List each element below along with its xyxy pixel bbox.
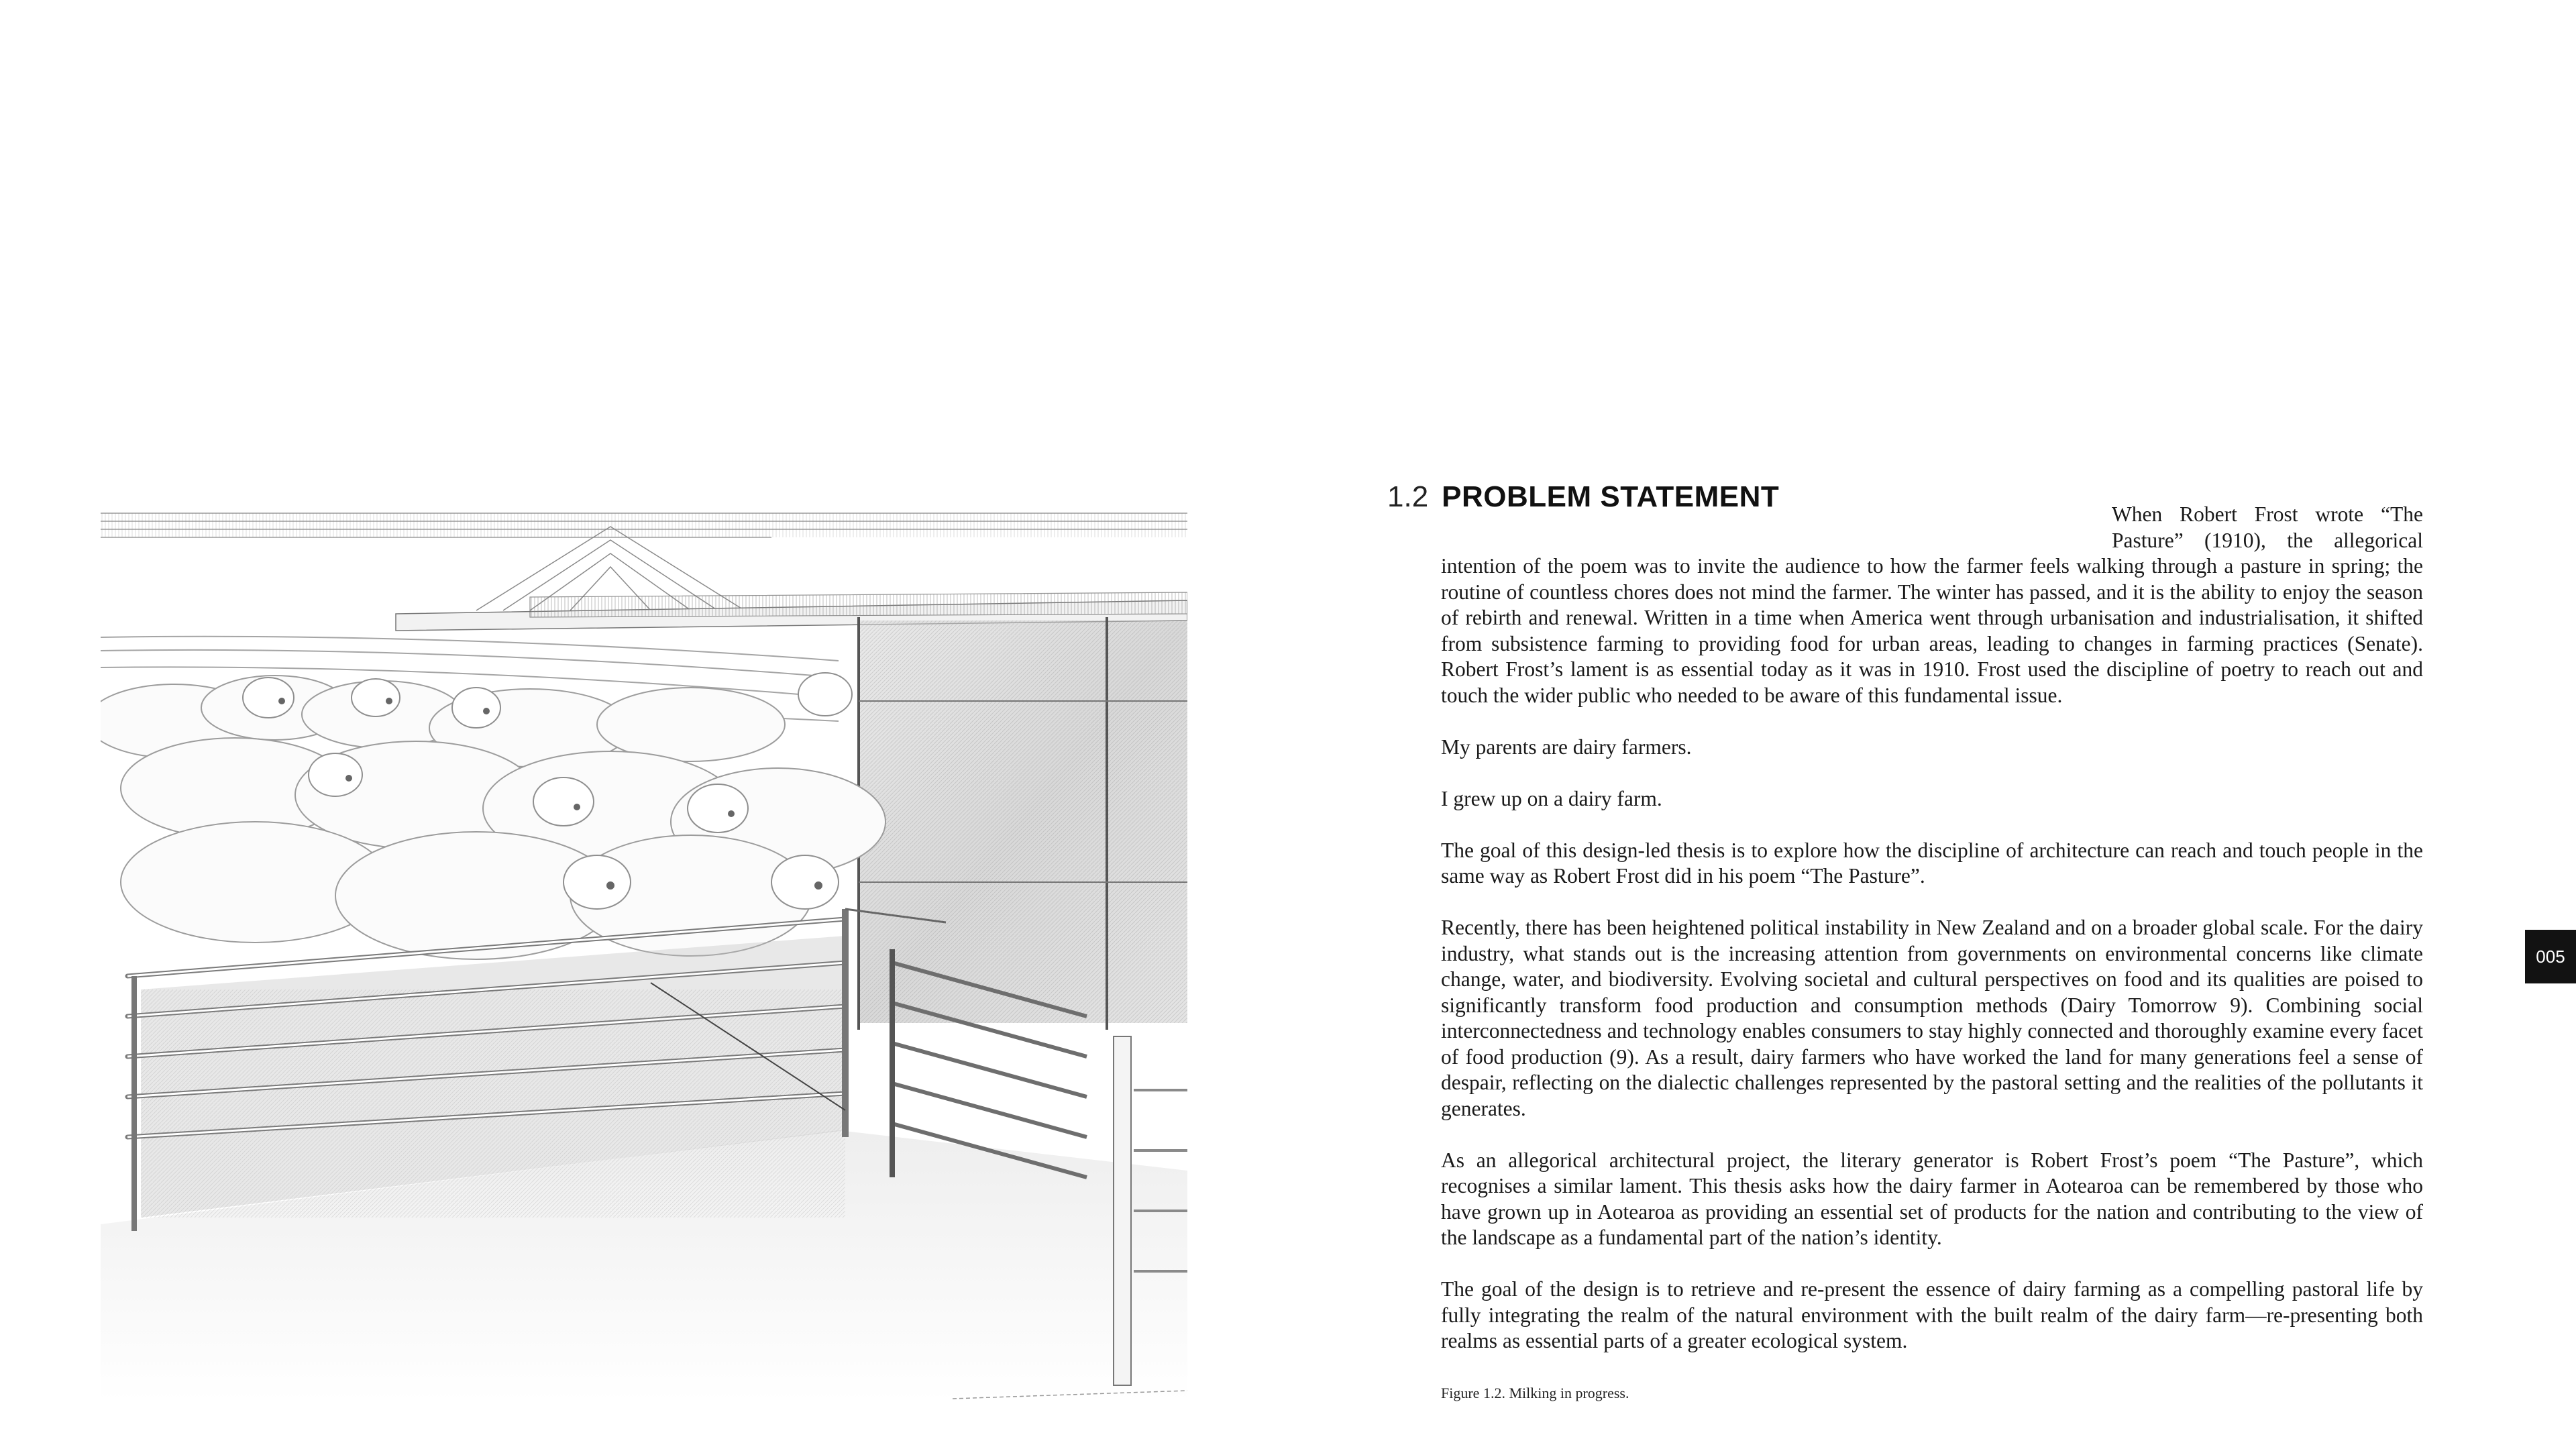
section-number: 1.2	[1387, 480, 1429, 513]
figure-milking-render	[101, 506, 1187, 1402]
paragraph-4: The goal of this design-led thesis is to explore how the discipline of architecture can reach and touch people in the same way as Robert Frost did in his poem “The Pasture”.	[1441, 838, 2423, 888]
page-number-tab: 005	[2525, 930, 2576, 983]
body-text	[1441, 502, 2423, 1380]
paragraph-1: When Robert Frost wrote “The Pasture” (1910), the allegorical intention of the poem was to invite the audience to how the farmer feels walking through a pasture in spring; the routine of countless chores does not mind the farmer. The winter has passed, and it is the ability to enjoy the season of rebirth and renewal. Written in a time when America went through urbanisation and industrialisation, it shifted from subsistence farming to providing food for urban areas, leading to changes in farming practices (Senate). Robert Frost’s lament is as essential today as it was in 1910. Frost used the discipline of poetry to reach out and touch the wider public who needed to be aware of this fundamental issue.	[1441, 502, 2423, 707]
paragraph-3: I grew up on a dairy farm.	[1441, 786, 1662, 810]
paragraph-7: The goal of the design is to retrieve and re-present the essence of dairy farming as a compelling pastoral life by fully integrating the realm of the natural environment with the built realm of the dairy farm—re-presenting both realms as essential parts of a greater ecological system.	[1441, 1277, 2423, 1352]
section-title: PROBLEM STATEMENT	[1442, 480, 1780, 513]
heading-float-spacer	[1441, 502, 2112, 551]
milking-shed-illustration	[101, 506, 1187, 1402]
paragraph-6: As an allegorical architectural project, the literary generator is Robert Frost’s poem “The Pasture”, which recognises a similar lament. This thesis asks how the dairy farmer in Aotearoa can be remembered by those who have grown up in Aotearoa as providing an essential set of products for the nation and contributing to the view of the landscape as a fundamental part of the nation’s identity.	[1441, 1148, 2423, 1249]
paragraph-2: My parents are dairy farmers.	[1441, 735, 1692, 759]
figure-caption: Figure 1.2. Milking in progress.	[1441, 1385, 1629, 1401]
paragraph-5: Recently, there has been heightened political instability in New Zealand and on a broader global scale. For the dairy industry, what stands out is the increasing attention from governments on environmental concerns like climate change, water, and biodiversity. Evolving societal and cultural perspectives on food and its qualities are poised to significantly transform food production and consumption methods (Dairy Tomorrow 9). Combining social interconnectedness and technology enables consumers to stay highly connected and thoroughly examine every facet of food production (9). As a result, dairy farmers who have worked the land for many generations feel a sense of despair, reflecting on the dialectic challenges represented by the pastoral setting and the realities of the pollutants it generates.	[1441, 916, 2423, 1120]
